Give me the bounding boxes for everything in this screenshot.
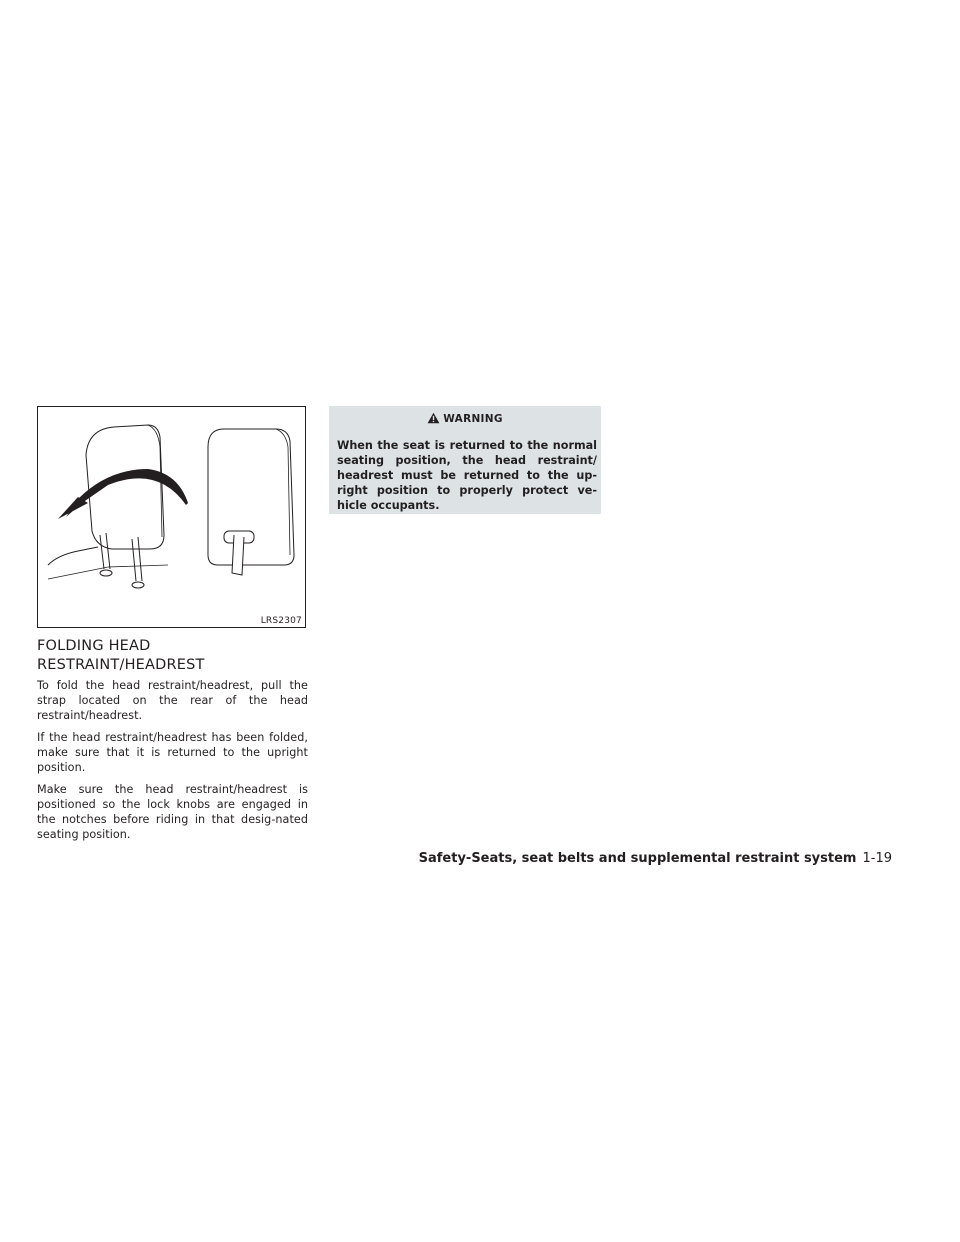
paragraph: Make sure the head restraint/headrest is positioned so the lock knobs are engaged in the notches before riding in that desig-nated seating position. <box>37 783 308 841</box>
figure-code: LRS2307 <box>260 616 302 626</box>
heading-line-2: RESTRAINT/HEADREST <box>37 657 205 673</box>
headrest-figure <box>37 406 306 628</box>
page-number: 1-19 <box>862 851 892 866</box>
headrest-illustration <box>38 407 305 627</box>
footer-section-title: Safety-Seats, seat belts and supplemental restraint system <box>418 851 857 866</box>
section-heading <box>37 637 317 675</box>
warning-title-text: WARNING <box>443 413 503 425</box>
warning-title <box>329 412 601 425</box>
headrest-rear-strap-icon <box>208 429 294 575</box>
heading-line-1: FOLDING HEAD <box>37 638 151 654</box>
section-body <box>37 678 308 849</box>
headrest-fold-arrow-icon <box>58 425 188 588</box>
warning-text: When the seat is returned to the normal seating position, the head restraint/ headrest must be returned to the up-right position to properly protect ve-hicle occupants. <box>337 439 597 512</box>
paragraph: If the head restraint/headrest has been folded, make sure that it is returned to the upright position. <box>37 731 308 774</box>
warning-triangle-icon <box>427 412 440 424</box>
page-footer <box>419 851 892 866</box>
warning-box <box>329 406 601 514</box>
paragraph: To fold the head restraint/headrest, pull the strap located on the rear of the head restraint/headrest. <box>37 679 308 722</box>
